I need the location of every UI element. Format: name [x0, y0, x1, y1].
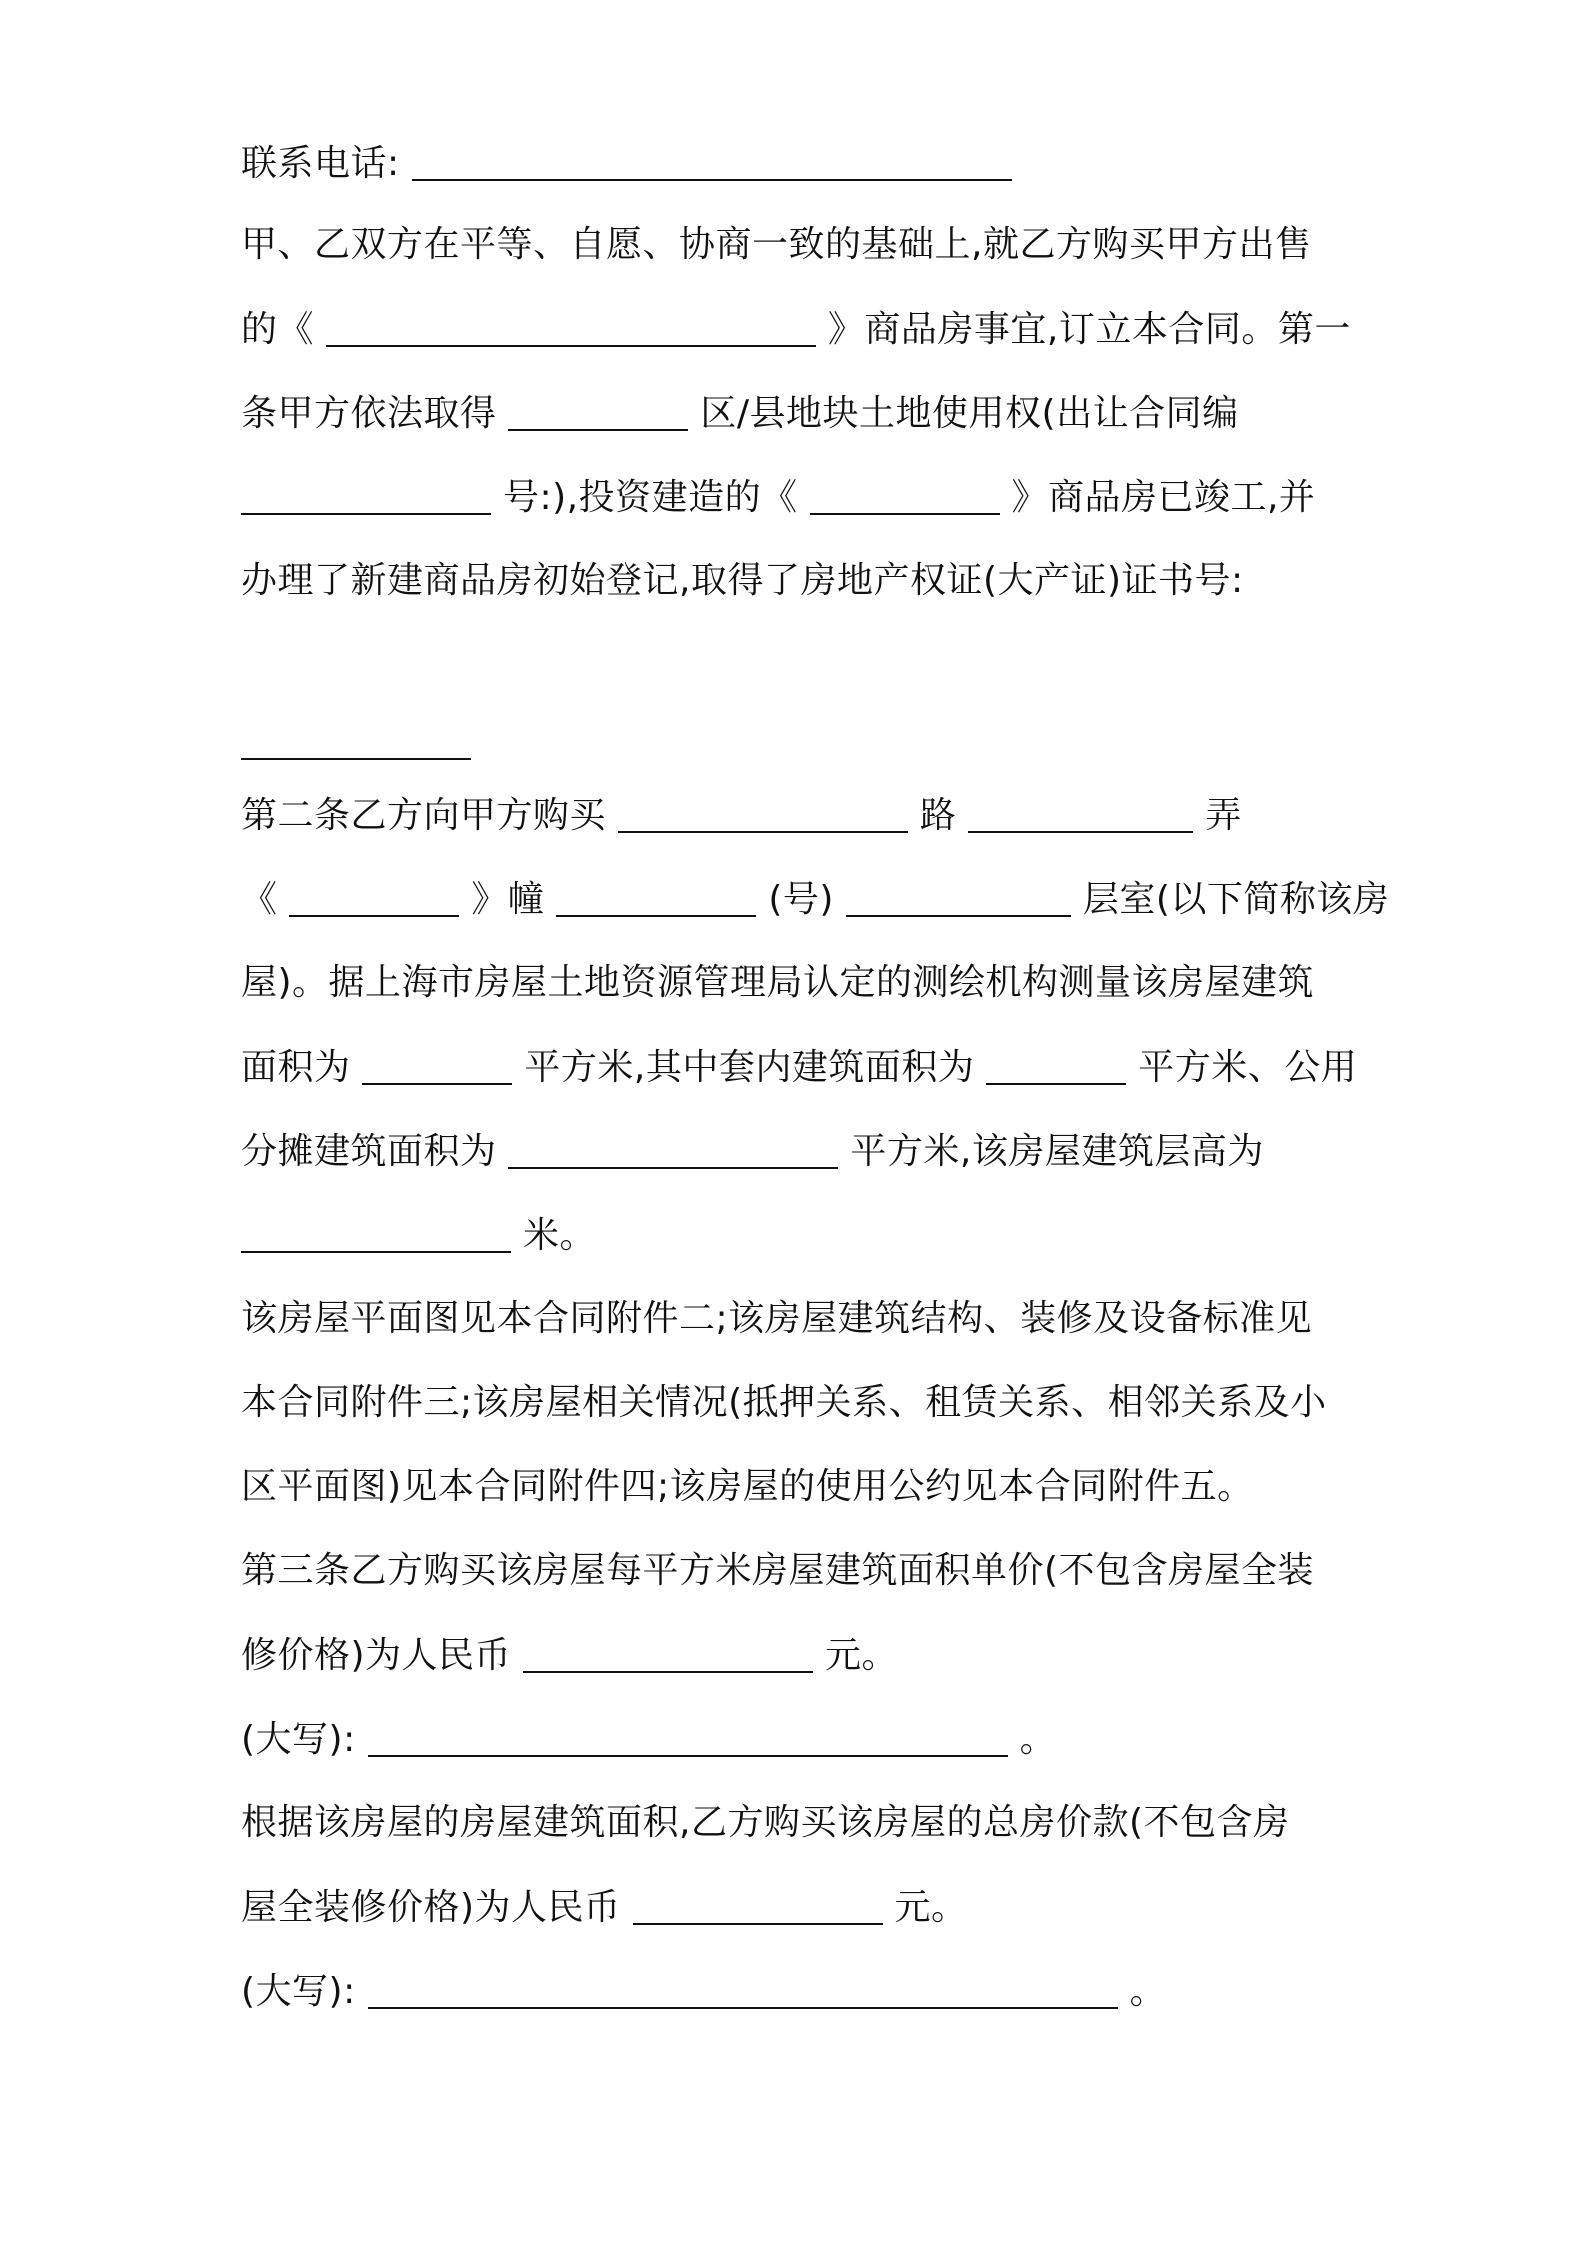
paragraph-text: 甲、乙双方在平等、自愿、协商一致的基础上,就乙方购买甲方出售 [241, 224, 1312, 265]
article-3-line [241, 1541, 1314, 1601]
project-name-blank[interactable] [810, 473, 1000, 515]
paragraph-text: 根据该房屋的房屋建筑面积,乙方购买该房屋的总房价款(不包含房 [241, 1802, 1290, 1843]
article-2-line [241, 1205, 596, 1265]
annex-line [241, 1457, 1254, 1517]
paragraph-text: 条甲方依法取得 [241, 393, 497, 434]
paragraph-line [241, 551, 1244, 611]
paragraph-text: 屋全装修价格)为人民币 [241, 1887, 621, 1928]
floor-room-blank[interactable] [846, 875, 1071, 917]
article-2-line [241, 1121, 1264, 1181]
property-name-blank[interactable] [326, 305, 816, 347]
paragraph-line [241, 215, 1311, 275]
paragraph-text: 第二条乙方向甲方购买 [241, 795, 607, 836]
paragraph-text: 《 [241, 879, 278, 920]
article-3-line [241, 1961, 1166, 2021]
paragraph-text: 平方米、公用 [1138, 1047, 1358, 1088]
paragraph-text: 区/县地块土地使用权(出让合同编 [700, 393, 1239, 434]
paragraph-text: 办理了新建商品房初始登记,取得了房地产权证(大产证)证书号: [241, 560, 1244, 601]
paragraph-text: (大写): [241, 1971, 356, 2012]
unit-price-blank[interactable] [523, 1631, 813, 1673]
building-number-blank[interactable] [556, 875, 756, 917]
annex-line [241, 1289, 1312, 1349]
paragraph-text: 。 [1129, 1971, 1167, 2012]
article-2-line [241, 869, 1389, 929]
paragraph-text: 米。 [522, 1215, 596, 1256]
paragraph-line [241, 383, 1239, 443]
paragraph-text: 的《 [241, 309, 315, 350]
paragraph-text: 层室(以下简称该房 [1082, 879, 1390, 920]
total-area-blank[interactable] [362, 1043, 512, 1085]
certificate-number-blank[interactable] [241, 718, 471, 760]
paragraph-text: 分摊建筑面积为 [241, 1131, 497, 1172]
article-3-line [241, 1625, 898, 1685]
paragraph-text: 路 [919, 795, 957, 836]
paragraph-text: 弄 [1205, 795, 1242, 836]
paragraph-text: 》幢 [471, 879, 545, 920]
contact-phone-blank[interactable] [412, 139, 1012, 181]
contact-label: 联系电话: [241, 143, 400, 184]
article-2-line [241, 785, 1242, 845]
paragraph-text: 》商品房事宜,订立本合同。第一 [827, 309, 1351, 350]
annex-line [241, 1373, 1327, 1433]
unit-price-words-blank[interactable] [368, 1715, 1008, 1757]
paragraph-text: 面积为 [241, 1047, 351, 1088]
district-blank[interactable] [508, 389, 688, 431]
paragraph-text: 屋)。据上海市房屋土地资源管理局认定的测绘机构测量该房屋建筑 [241, 962, 1315, 1003]
road-blank[interactable] [618, 791, 908, 833]
article-3-line [241, 1793, 1290, 1853]
paragraph-text: 平方米,该房屋建筑层高为 [850, 1131, 1264, 1172]
paragraph-line [241, 467, 1315, 527]
article-3-line [241, 1877, 967, 1937]
paragraph-text: 元。 [894, 1887, 968, 1928]
paragraph-text: 该房屋平面图见本合同附件二;该房屋建筑结构、装修及设备标准见 [241, 1298, 1313, 1339]
article-3-line [241, 1709, 1056, 1769]
paragraph-text: 。 [1019, 1719, 1057, 1760]
paragraph-text: 平方米,其中套内建筑面积为 [524, 1047, 975, 1088]
article-2-line [241, 1037, 1357, 1097]
building-blank[interactable] [289, 875, 459, 917]
paragraph-text: 修价格)为人民币 [241, 1635, 512, 1676]
contract-number-blank[interactable] [241, 473, 491, 515]
paragraph-text: 元。 [824, 1635, 898, 1676]
paragraph-text: (号) [768, 879, 834, 920]
floor-height-blank[interactable] [241, 1211, 511, 1253]
inner-area-blank[interactable] [986, 1043, 1126, 1085]
paragraph-line [241, 299, 1351, 359]
paragraph-line [241, 712, 471, 772]
total-price-blank[interactable] [633, 1883, 883, 1925]
paragraph-text: 》商品房已竣工,并 [1011, 477, 1316, 518]
paragraph-text: 第三条乙方购买该房屋每平方米房屋建筑面积单价(不包含房屋全装 [241, 1550, 1315, 1591]
paragraph-text: (大写): [241, 1719, 356, 1760]
contact-line [241, 133, 1012, 193]
lane-blank[interactable] [968, 791, 1193, 833]
paragraph-text: 区平面图)见本合同附件四;该房屋的使用公约见本合同附件五。 [241, 1466, 1254, 1507]
paragraph-text: 本合同附件三;该房屋相关情况(抵押关系、租赁关系、相邻关系及小 [241, 1382, 1327, 1423]
shared-area-blank[interactable] [508, 1127, 838, 1169]
paragraph-text: 号:),投资建造的《 [502, 477, 798, 518]
article-2-line [241, 953, 1314, 1013]
total-price-words-blank[interactable] [368, 1967, 1118, 2009]
